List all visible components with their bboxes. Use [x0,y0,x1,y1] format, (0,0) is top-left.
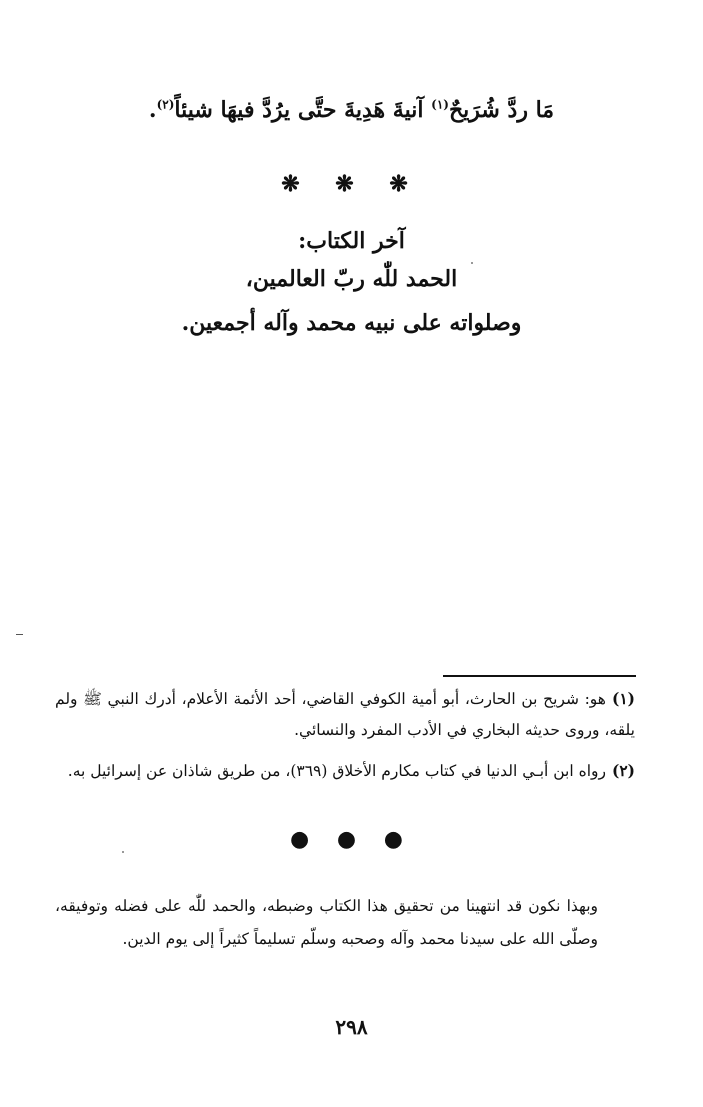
print-speck [122,851,124,853]
dot-separator: ● ● ● [290,826,413,852]
book-end-blessing-line: وصلواته على نبيه محمد وآله أجمعين. [181,310,522,336]
footnote-1-number: (١) [611,689,635,708]
main-text-end: . [148,97,157,123]
star-separator: ❋ ❋ ❋ [281,171,422,197]
footnote-marker-2: (٢) [156,97,175,112]
footnote-divider [443,675,636,677]
main-text-middle: آنيةَ هَدِيةَ حتَّى يرُدَّ فيهَا شيئاً [174,97,432,123]
footnote-2-text: رواه ابن أبـي الدنيا في كتاب مكارم الأخلاق (٣٦٩)، من طريق شاذان عن إسرائيل به. [67,762,606,780]
footnote-2 [55,755,635,787]
print-speck [471,262,473,264]
book-end-title: آخر الكتاب: [298,228,405,254]
page-number: ٢٩٨ [335,1015,368,1039]
closing-paragraph: وبهذا نكون قد انتهينا من تحقيق هذا الكتاب وضبطه، والحمد للّٰه على فضله وتوفيقه، وصلّى الله على سيدنا محمد وآله وصحبه وسلّم تسليماً كثيراً إلى يوم الدين. [55,897,598,948]
main-text-start: مَا ردَّ شُرَيحٌ [448,97,555,123]
book-end-praise-line: الحمد للّٰه ربّ العالمين، [245,266,458,292]
footnote-marker-1: (١) [431,97,449,112]
footnote-2-number: (٢) [611,761,635,780]
main-text-line [0,97,703,123]
footnote-1 [55,683,635,746]
margin-mark [16,634,23,635]
footnote-1-text: هو: شريح بن الحارث، أبو أمية الكوفي القاضي، أحد الأئمة الأعلام، أدرك النبي ﷺ ولم يلقه، وروى حديثه البخاري في الأدب المفرد والنسائي. [55,690,635,739]
